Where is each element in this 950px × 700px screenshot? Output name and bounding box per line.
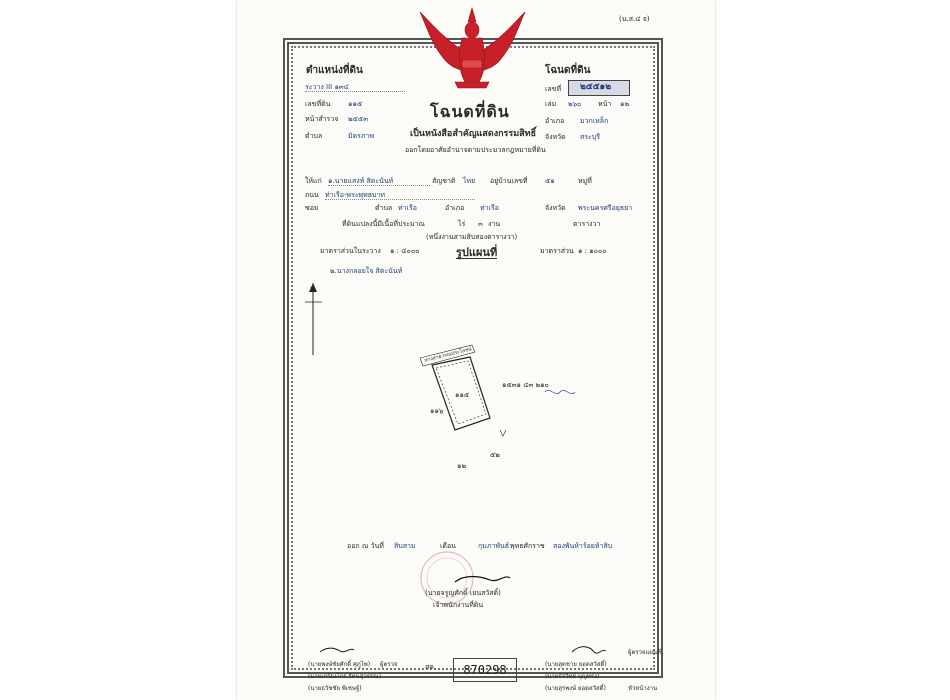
tambon-value: ท่าเรือ [398,204,417,212]
issue-year: สองพันห้าร้อยห้าสิบ [553,542,613,550]
road-label: ถนน [305,191,319,199]
north-label: น [310,285,315,293]
amphoe-value: ท่าเรือ [480,204,499,212]
document-subtitle: เป็นหนังสือสำคัญแสดงกรรมสิทธิ์ [410,129,537,139]
second-owner-name: ๒.นางกลอยใจ สิตะนันท์ [330,267,403,275]
right-row-amphoe-value: มวกเหล็ก [580,117,609,125]
rai-label: ไร่ [458,220,466,228]
issue-year-label: พุทธศักราช [510,542,545,550]
footer-mid-code: สค [425,663,434,671]
issue-month-label: เดือน [440,542,456,550]
map-scale-label: มาตราส่วน [540,247,574,255]
owner-name: ๑.นายแสงท์ สิตะนันท์ [328,178,430,186]
footer-right-line-2: (นายธีรวิทย์ บุญทรง) [545,673,600,680]
soi-label: ซอย [305,204,319,212]
left-row-sheet: ระวาง III ๑๓๔ [305,84,405,92]
right-signature [572,647,606,653]
footer-left-line-1: (นายพงษ์ชัยศักดิ์ ศุภูไพ) [308,661,371,668]
adjacent-note: ๑๕๓๑ ๔๓ ๒๑๐ [502,381,549,389]
sheet-scale-label: มาตราส่วนในระวาง [320,247,381,255]
footer-right-line-1: (นายสุดชาย ยอดสวัสดิ์) [545,661,607,668]
officer-name: (นายจรูญศักดิ์ เยนสวัสดิ์) [425,589,501,597]
map-title: รูปแผนที่ [456,246,498,259]
sheet-scale-value: ๑ : ๔๐๐๐ [390,247,420,255]
area-label: ที่ดินแปลงนี้มีเนื้อที่ประมาณ [342,220,426,228]
map-scale-value: ๑ : ๑๐๐๐ [578,247,607,255]
right-header-heading: โฉนดที่ดิน [545,65,591,76]
footer-right-line-3: (นายสุรพงษ์ ยอดสวัสดิ์) [545,685,606,692]
right-row-page-label: หน้า [598,100,612,108]
tambon-label: ตำบล [375,204,393,212]
area-in-words: (หนึ่งงานสามสิบสองตารางวา) [426,233,518,241]
wa-label: ตารางวา [573,220,601,228]
officer-title: เจ้าพนักงานที่ดิน [433,601,484,609]
right-row-province-label: จังหวัด [545,133,566,141]
ngan-value: ๓ [478,220,483,228]
road-value: ท่าเรือ-พระพุทธบาท [325,192,475,200]
public-road-label: ทางสาธารณประโยชน์ [423,346,473,364]
footer-right-role: ผู้ตรวจแผนที่ [628,649,661,656]
nationality-value: ไทย [463,177,476,185]
house-label: อยู่บ้านเลขที่ [490,177,528,185]
owner-label: ให้แก่ [305,177,322,185]
form-code: (น.ส.๔ จ) [619,15,650,23]
issue-date-label: ออก ณ วันที่ [347,542,384,550]
ngan-label: งาน [488,220,501,228]
right-row-number-value: ๒๕๕๑๒ [580,82,612,92]
issue-day: สิบสาม [394,542,416,550]
footer-right-role-2: หัวหน้างาน [628,685,658,692]
adjacent-parcel-label: ๑๑๖ [430,407,444,415]
footer-left-role: ผู้ตรวจ [380,661,398,668]
footer-left-line-3: (นายธวัชชัย พิเชษฐ์) [308,685,362,692]
left-row-tambon-label: ตำบล [305,132,323,140]
right-row-volume-label: เล่ม [545,100,557,108]
map-mark-bottom: ๕๒ [490,451,500,459]
province-label: จังหวัด [545,204,566,212]
document-title: โฉนดที่ดิน [430,102,510,121]
left-row-survey-value: ๒๕๕๓ [348,115,368,123]
right-row-number-label: เลขที่ [545,85,562,93]
right-row-province-value: สระบุรี [580,133,600,141]
left-row-parcel-label: เลขที่ดิน [305,100,331,108]
document-serial-number: 870298 [453,658,517,682]
document-authority: ออกโดยอาศัยอำนาจตามประมวลกฎหมายที่ดิน [405,146,546,154]
left-row-parcel-value: ๑๑๕ [348,100,363,108]
map-mark-bottom-2: ๑๒ [457,462,467,470]
amphoe-label: อำเภอ [445,204,465,212]
issue-month: กุมภาพันธ์ [478,542,510,550]
right-row-volume-value: ๒๖๐ [568,100,582,108]
right-row-amphoe-label: อำเภอ [545,117,565,125]
left-row-survey-label: หน้าสำรวจ [305,115,339,123]
left-row-tambon-value: มิตรภาพ [348,132,375,140]
nationality-label: สัญชาติ [432,177,456,185]
moo-label: หมู่ที่ [578,177,592,185]
left-signature [320,648,354,652]
parcel-number-label: ๑๑๕ [455,391,470,399]
province-value: พระนครศรีอยุธยา [578,204,633,212]
right-row-page-value: ๑๒ [620,100,630,108]
left-header-heading: ตำแหน่งที่ดิน [306,65,363,76]
house-value: ๕๑ [545,177,555,185]
footer-left-line-2: (นายเกรียงไกร รัตนสุวรรณ) [308,673,382,680]
